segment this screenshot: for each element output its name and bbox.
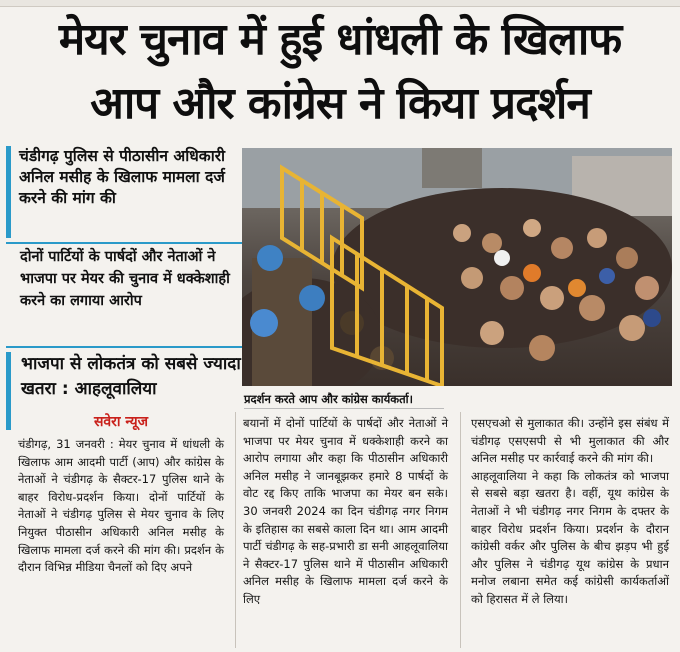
article-paragraph: आहलूवालिया ने कहा कि लोकतंत्र को भाजपा से सबसे बड़ा खतरा है। वहीं, यूथ कांग्रेस के नेताओं ने भी चंडीगढ़ नगर निगम के दफ्तर के बाहर विरोध प्रदर्शन किया। प्रदर्शन के दौरान कांग्रेसी वर्कर और पुलिस के बीच झड़प भी हुई और पुलिस ने चंडीगढ़ यूथ कांग्रेस के प्रधान मनोज लबाना समेत कई कांग्रेसी कार्यकर्ताओं को हिरासत में ले लिया। [471, 468, 669, 606]
photo-caption: प्रदर्शन करते आप और कांग्रेस कार्यकर्ता। [244, 392, 672, 407]
article-paragraph: चंडीगढ़, 31 जनवरी : मेयर चुनाव में धांधली के खिलाफ आम आदमी पार्टी (आप) और कांग्रेस के नेताओं ने चंडीगढ़ के सैक्टर-17 पुलिस थाने के बाहर विरोध-प्रदर्शन किया। दोनों पार्टियों के नेताओं ने चंडीगढ़ पुलिस से मेयर चुनाव के लिए नियुक्त पीठासीन अधिकारी अनिल मसीह के खिलाफ मामला दर्ज करने की मांग की। प्रदर्शन के दौरान विभिन्न मीडिया चैनलों को दिए अपने [18, 437, 224, 575]
article-paragraph: बयानों में दोनों पार्टियों के पार्षदों और नेताओं ने भाजपा पर मेयर चुनाव में धक्केशाही करने का आरोप लगाया और कहा कि पीठासीन अधिकारी अनिल मसीह ने जानबूझकर हमारे 8 पार्षदों के वोट रद्द किए ताकि भाजपा का मेयर बन सके। 30 जनवरी 2024 का दिन चंडीगढ़ नगर निगम के इतिहास का सबसे काला दिन था। आम आदमी पार्टी चंडीगढ़ के सह-प्रभारी डा सनी आहलूवालिया ने सैक्टर-17 पुलिस थाने में पीठासीन अधिकारी अनिल मसीह के खिलाफ मामला दर्ज करने के लिए [243, 416, 448, 606]
highlight-divider [6, 242, 242, 244]
article-column-3 [471, 415, 669, 609]
byline: सवेरा न्यूज [93, 414, 149, 430]
highlight-divider [6, 346, 242, 348]
highlight-point-3: भाजपा से लोकतंत्र को सबसे ज्यादा खतरा : आहलूवालिया [6, 352, 251, 430]
highlight-point-2: दोनों पार्टियों के पार्षदों और नेताओं ने भाजपा पर मेयर की चुनाव में धक्केशाही करने का लगाया आरोप [20, 249, 230, 309]
article-column-1 [18, 436, 224, 577]
protest-photo-illustration [242, 148, 672, 386]
protest-photo [242, 148, 672, 386]
headline-line-2: आप और कांग्रेस ने किया प्रदर्शन [90, 78, 590, 129]
article-paragraph: एसएचओ से मुलाकात की। उन्होंने इस संबंध में चंडीगढ़ एसएसपी से भी मुलाकात की और अनिल मसीह पर कार्रवाई करने की मांग की। [471, 416, 669, 466]
column-divider [460, 412, 461, 648]
headline-line-1: मेयर चुनाव में हुई धांधली के खिलाफ [58, 14, 622, 65]
column-divider [235, 412, 236, 648]
article-column-2 [243, 415, 448, 609]
highlight-point-1: चंडीगढ़ पुलिस से पीठासीन अधिकारी अनिल मसीह के खिलाफ मामला दर्ज करने की मांग की [6, 146, 249, 238]
previous-article-strip [0, 0, 680, 7]
